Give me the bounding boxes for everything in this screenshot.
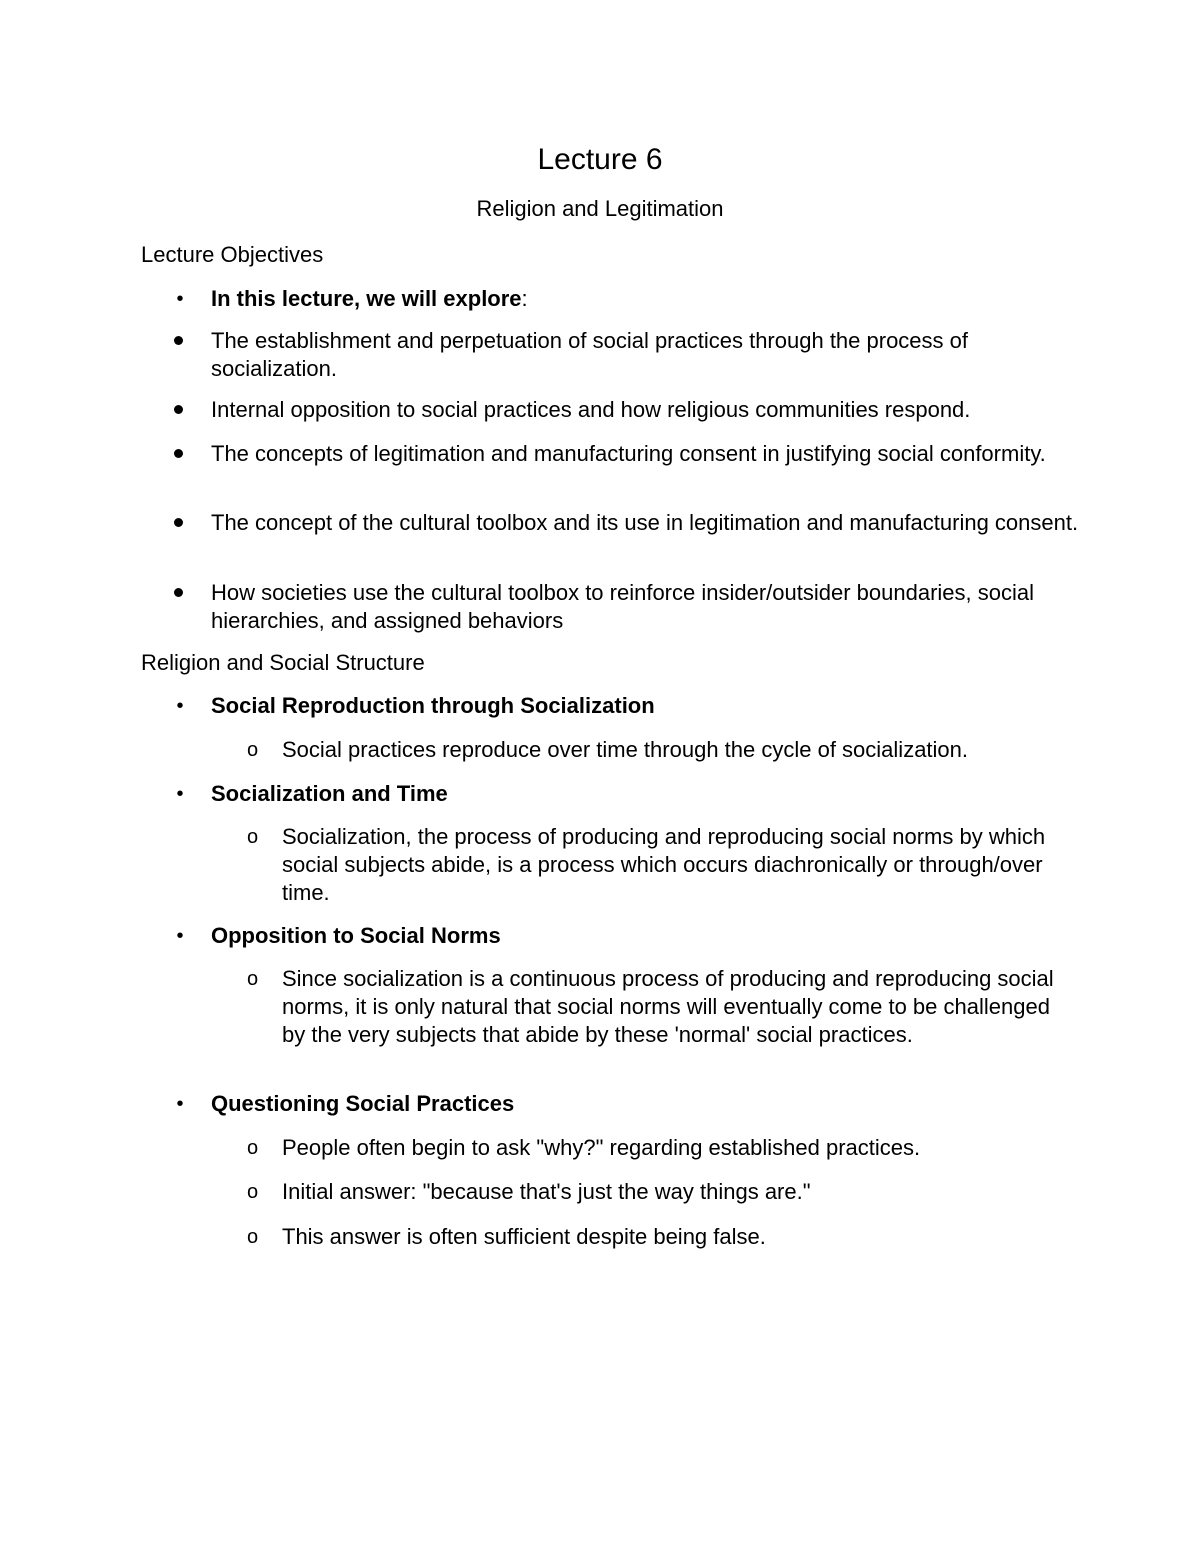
objective-item: How societies use the cultural toolbox to reinforce insider/outsider boundaries, social hierarchies, and assigned behaviors (211, 580, 1034, 633)
objective-item: The concepts of legitimation and manufacturing consent in justifying social conformity. (211, 441, 1046, 466)
section-heading-structure: Religion and Social Structure (141, 650, 425, 675)
objectives-intro (211, 285, 1091, 313)
disc-bullet-icon (174, 336, 183, 345)
bullet-icon: • (176, 925, 184, 947)
structure-topic: Questioning Social Practices (211, 1091, 515, 1116)
disc-bullet-icon (174, 518, 183, 527)
structure-point: Initial answer: "because that's just the way things are." (282, 1179, 811, 1204)
sub-bullet-marker: o (247, 739, 259, 761)
objective-item: The establishment and perpetuation of social practices through the process of socialization. (211, 328, 969, 381)
disc-bullet-icon (174, 449, 183, 458)
section-heading-objectives: Lecture Objectives (141, 242, 324, 267)
structure-topic: Opposition to Social Norms (211, 923, 501, 948)
structure-topic: Socialization and Time (211, 781, 448, 806)
bullet-icon: • (176, 1093, 184, 1115)
structure-point: Social practices reproduce over time through the cycle of socialization. (282, 737, 969, 762)
sub-bullet-marker: o (247, 968, 259, 990)
objectives-intro-bold: In this lecture, we will explore (211, 286, 522, 311)
structure-point: Socialization, the process of producing and reproducing social norms by which social subjects abide, is a process which occurs diachronically or through/over time. (282, 824, 1046, 905)
objective-item: The concept of the cultural toolbox and its use in legitimation and manufacturing consent. (211, 510, 1079, 535)
structure-topic: Social Reproduction through Socialization (211, 693, 655, 718)
disc-bullet-icon (174, 405, 183, 414)
sub-bullet-marker: o (247, 1137, 259, 1159)
bullet-icon: • (176, 288, 184, 310)
sub-bullet-marker: o (247, 1181, 259, 1203)
page-subtitle: Religion and Legitimation (476, 196, 724, 221)
structure-point: This answer is often sufficient despite being false. (282, 1224, 766, 1249)
sub-bullet-marker: o (247, 1226, 259, 1248)
objective-item: Internal opposition to social practices and how religious communities respond. (211, 397, 971, 422)
sub-bullet-marker: o (247, 826, 259, 848)
disc-bullet-icon (174, 588, 183, 597)
bullet-icon: • (176, 783, 184, 805)
page-title: Lecture 6 (537, 143, 663, 176)
structure-point: People often begin to ask "why?" regarding established practices. (282, 1135, 921, 1160)
structure-point: Since socialization is a continuous process of producing and reproducing social norms, it is only natural that social norms will eventually come to be challenged by the very subjects that abide by these 'normal' social practices. (282, 966, 1054, 1047)
objectives-intro-rest: : (521, 286, 528, 311)
bullet-icon: • (176, 695, 184, 717)
